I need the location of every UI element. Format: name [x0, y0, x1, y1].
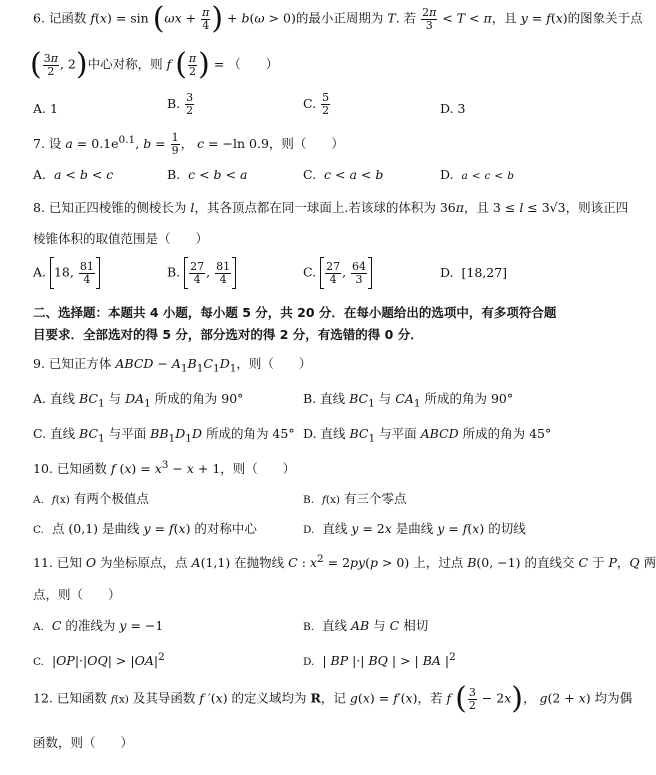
q7-option-a[interactable]: A. a < b < c [33, 167, 114, 182]
q10-option-c[interactable]: C. 点 (0,1) 是曲线 y = f(x) 的对称中心 [33, 521, 257, 536]
q11-option-c[interactable]: C. $|OP|\cdot|OQ| > |OA|^2$ [33, 651, 165, 669]
q6-option-b[interactable]: B. $\frac{3}{2}$ [167, 91, 194, 117]
q6-option-a[interactable]: A. 1 [33, 101, 58, 116]
q11-option-d[interactable]: D. | BP |·| BQ | > | BA $|^2$ [303, 651, 456, 669]
q9-option-a[interactable]: A. 直线 $BC_1$ 与 $DA_1$ 所成的角为 90° [33, 391, 244, 410]
q6-line2: ( $\frac{3\pi}{2}$ , 2)中心对称，则 f ( $\frac{\pi}{2}$ ) = （ ） [30, 47, 279, 82]
q8-option-b[interactable]: B. $\frac{27}{4}$ , $\frac{81}{4}$ [167, 257, 236, 289]
q7-line1: 7. 设 $a = 0.1e^{0.1}$, b = $\frac{1}{9}$ ， c = −ln 0.9，则（ ） [33, 131, 344, 157]
q6-option-d[interactable]: D. 3 [440, 101, 466, 116]
q7-option-c[interactable]: C. c < a < b [303, 167, 384, 182]
q9-option-b[interactable]: B. 直线 $BC_1$ 与 $CA_1$ 所成的角为 90° [303, 391, 514, 410]
q10-option-b[interactable]: B. f(x) 有三个零点 [303, 491, 407, 506]
q11-option-a[interactable]: A. C 的准线为 y = −1 [33, 618, 164, 633]
q8-option-a[interactable]: A. 18, $\frac{81}{4}$ [33, 257, 100, 289]
q8-line2: 棱锥体积的取值范围是（ ） [33, 231, 209, 246]
q12-line2: 函数，则（ ） [33, 735, 134, 750]
q8-option-d[interactable]: D. [18,27] [440, 265, 508, 280]
q10-line1: 10. 已知函数 f $(x) = x^3 - x + 1$，则（ ） [33, 459, 296, 477]
q7-option-d[interactable]: D. a < c < b [440, 167, 514, 182]
q11-line2: 点，则（ ） [33, 587, 121, 602]
section2-line2: 目要求．全部选对的得 5 分，部分选对的得 2 分，有选错的得 0 分． [33, 327, 423, 342]
q9-option-c[interactable]: C. 直线 $BC_1$ 与平面 $BB_1D_1D$ 所成的角为 45° [33, 426, 295, 445]
q6-option-c[interactable]: C. $\frac{5}{2}$ [303, 91, 330, 117]
q6-line1: 6. 记函数 f(x) = sin (ωx + $\frac{\pi}{4}$ ) + b(ω > 0)的最小正周期为 T. 若 $\frac{2\pi}{3}$ < T < π，且 y = f(x)的图象关于点 [33, 1, 643, 36]
q10-option-a[interactable]: A. f(x) 有两个极值点 [33, 491, 149, 506]
q9-line1: 9. 已知正方体 ABCD − $A_1B_1C_1D_1$，则（ ） [33, 356, 312, 375]
q11-line1: 11. 已知 O 为坐标原点，点 A(1,1) 在抛物线 C : $x^2 = 2py(p > 0)$ 上，过点 B(0, −1) 的直线交 C 于 P，Q 两 [33, 553, 656, 571]
q9-option-d[interactable]: D. 直线 $BC_1$ 与平面 ABCD 所成的角为 45° [303, 426, 552, 445]
q10-option-d[interactable]: D. 直线 y = 2x 是曲线 y = f(x) 的切线 [303, 521, 526, 536]
q8-option-c[interactable]: C. $\frac{27}{4}$ , $\frac{64}{3}$ [303, 257, 372, 289]
section2-line1: 二、选择题：本题共 4 小题，每小题 5 分，共 20 分．在每小题给出的选项中，有多项符合题 [33, 305, 557, 320]
q12-line1: 12. 已知函数 f(x) 及其导函数 f ′(x) 的定义域均为 R，记 g(x) = f′(x)，若 f ( $\frac{3}{2}$ − 2x)， g(2 + x) 均为偶 [33, 681, 633, 716]
q11-option-b[interactable]: B. 直线 AB 与 C 相切 [303, 618, 429, 633]
q7-option-b[interactable]: B. c < b < a [167, 167, 248, 182]
q8-line1: 8. 已知正四棱锥的侧棱长为 l，其各顶点都在同一球面上.若该球的体积为 36π，且 3 ≤ l ≤ 3√3，则该正四 [33, 200, 629, 215]
